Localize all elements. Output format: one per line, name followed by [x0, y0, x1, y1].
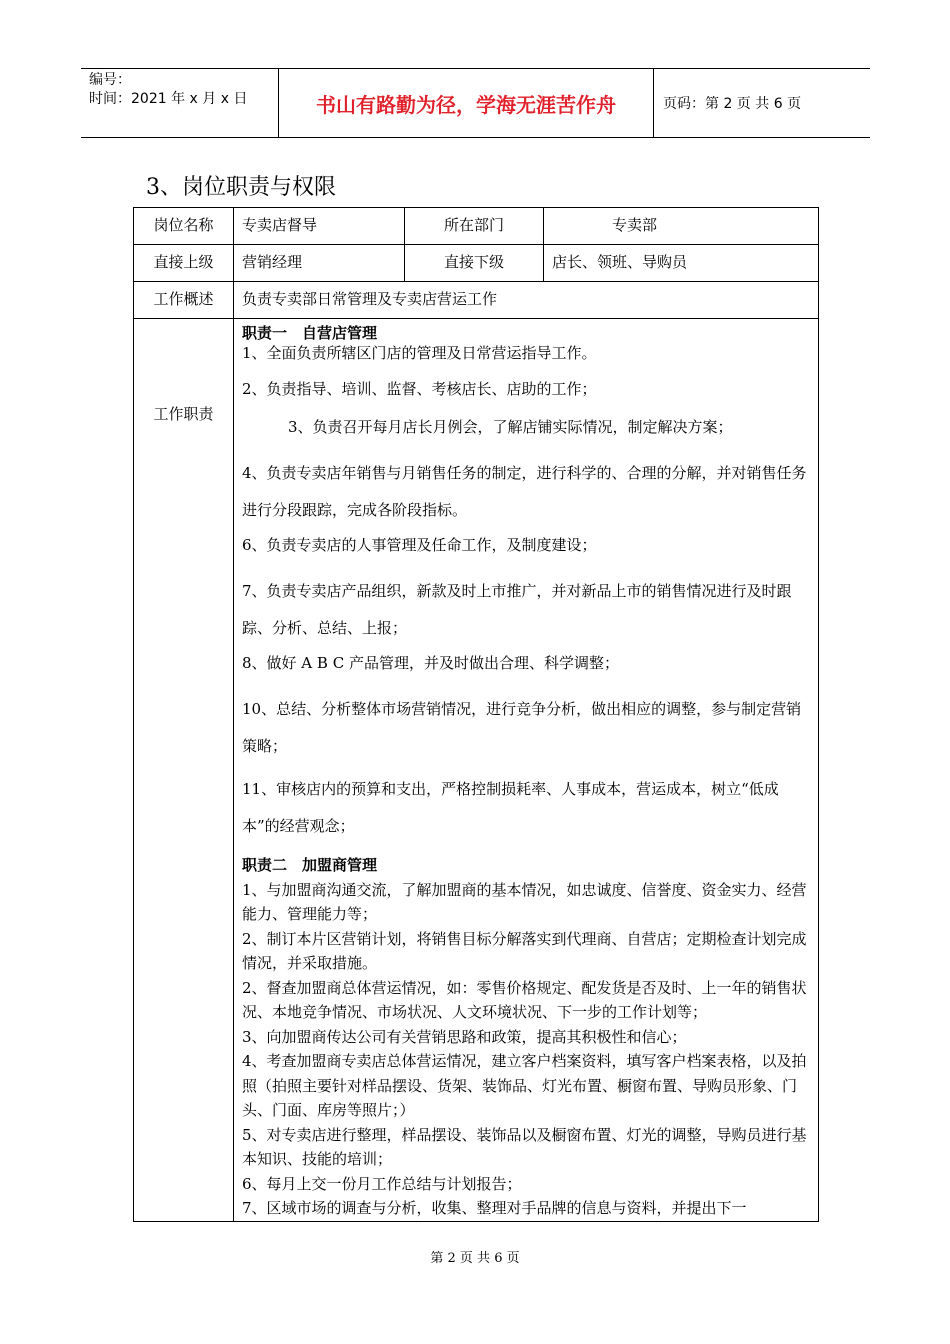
- position-name-value: 专卖店督导: [234, 208, 405, 245]
- page-footer: 第 2 页 共 6 页: [430, 1251, 520, 1266]
- duty-item: 3、负责召开每月店长月例会，了解店铺实际情况，制定解决方案；: [288, 418, 733, 436]
- duty2-block: [242, 853, 810, 1221]
- duty-item: 7、区域市场的调查与分析，收集、整理对手品牌的信息与资料，并提出下一: [242, 1199, 747, 1217]
- duty1-title: 职责一 自营店管理: [242, 324, 378, 342]
- header-motto: 书山有路勤为径，学海无涯苦作舟: [279, 69, 654, 137]
- table-row: [134, 319, 819, 1222]
- table-row: [134, 208, 819, 245]
- table-row: [134, 245, 819, 282]
- header-meta: [81, 69, 279, 137]
- duty-item: 5、对专卖店进行整理，样品摆设、装饰品以及橱窗布置、灯光的调整，导购员进行基本知识、技能的培训；: [242, 1125, 807, 1168]
- duty-item: 4、负责专卖店年销售与月销售任务的制定，进行科学的、合理的分解，并对销售任务进行分段跟踪，完成各阶段指标。: [242, 464, 807, 519]
- duties-content: [234, 319, 819, 1222]
- duty-item: 7、负责专卖店产品组织，新款及时上市推广，并对新品上市的销售情况进行及时跟踪、分析、总结、上报；: [242, 582, 792, 637]
- date-label: 时间：2021 年 x 月 x 日: [89, 91, 248, 107]
- duty-item: 10、总结、分析整体市场营销情况，进行竞争分析，做出相应的调整，参与制定营销策略；: [242, 700, 802, 755]
- duty-item: 2、督查加盟商总体营运情况，如：零售价格规定、配发货是否及时、上一年的销售状况、本地竞争情况、市场状况、人文环境状况、下一步的工作计划等；: [242, 978, 807, 1021]
- duty-item: 6、每月上交一份月工作总结与计划报告；: [242, 1174, 522, 1193]
- job-duty-table: [133, 207, 819, 1222]
- duties-label: 工作职责: [134, 319, 234, 1222]
- duty2-title: 职责二 加盟商管理: [242, 856, 378, 874]
- department-label: 所在部门: [405, 208, 544, 245]
- section-title: 3、岗位职责与权限: [146, 175, 336, 200]
- duty-item: 1、全面负责所辖区门店的管理及日常营运指导工作。: [242, 344, 597, 362]
- overview-value: 负责专卖部日常管理及专卖店营运工作: [234, 282, 819, 319]
- table-row: [134, 282, 819, 319]
- superior-value: 营销经理: [234, 245, 405, 282]
- duty-item: 2、制订本片区营销计划，将销售目标分解落实到代理商、自营店；定期检查计划完成情况，并采取措施。: [242, 929, 807, 972]
- page-header: [81, 68, 870, 138]
- duty-item: 6、负责专卖店的人事管理及任命工作，及制度建设；: [242, 536, 597, 554]
- duty-item: 3、向加盟商传达公司有关营销思路和政策，提高其积极性和信心；: [242, 1027, 687, 1046]
- duty-item: 1、与加盟商沟通交流，了解加盟商的基本情况，如忠诚度、信誉度、资金实力、经营能力、管理能力等；: [242, 880, 807, 923]
- position-name-label: 岗位名称: [134, 208, 234, 245]
- department-value: 专卖部: [544, 208, 819, 245]
- subordinate-value: 店长、领班、导购员: [544, 245, 819, 282]
- duty-item: 8、做好 A B C 产品管理，并及时做出合理、科学调整；: [242, 654, 619, 672]
- doc-number-label: 编号：: [89, 72, 131, 88]
- duty-item: 11、审核店内的预算和支出，严格控制损耗率、人事成本，营运成本，树立“低成本”的经营观念；: [242, 780, 779, 835]
- superior-label: 直接上级: [134, 245, 234, 282]
- overview-label: 工作概述: [134, 282, 234, 319]
- header-page-info: 页码：第 2 页 共 6 页: [663, 96, 802, 112]
- duty-item: 2、负责指导、培训、监督、考核店长、店助的工作；: [242, 380, 597, 398]
- subordinate-label: 直接下级: [405, 245, 544, 282]
- duty-item: 4、考查加盟商专卖店总体营运情况，建立客户档案资料，填写客户档案表格，以及拍照（拍照主要针对样品摆设、货架、装饰品、灯光布置、橱窗布置、导购员形象、门头、门面、库房等照片；）: [242, 1052, 807, 1119]
